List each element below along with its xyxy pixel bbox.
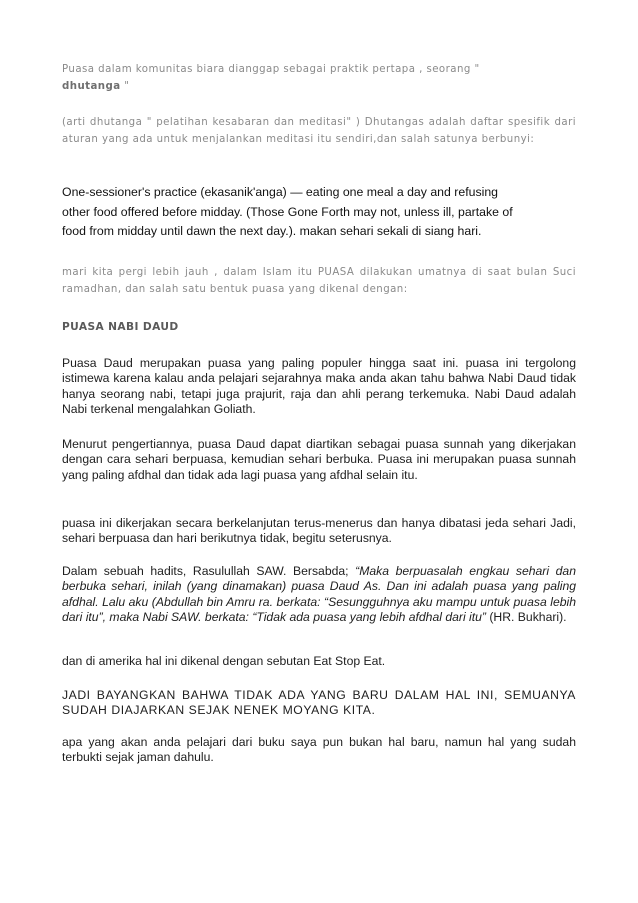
paragraph-uppercase: JADI BAYANGKAN BAHWA TIDAK ADA YANG BARU DALAM HAL INI, SEMUANYA SUDAH DIAJARKAN SEJAK NENEK MOYANG KITA.: [62, 688, 576, 718]
quote-line-1: One-sessioner's practice (ekasanik'anga) — eating one meal a day and refusing: [62, 185, 499, 199]
transition-paragraph: mari kita pergi lebih jauh , dalam Islam itu PUASA dilakukan umatnya di saat bulan Suci ramadhan, dan salah satu bentuk puasa yang dikenal dengan:: [62, 267, 576, 295]
intro-text: Puasa dalam komunitas biara dianggap sebagai praktik pertapa , seorang ": [62, 64, 480, 75]
paragraph-eat-stop-eat: dan di amerika hal ini dikenal dengan sebutan Eat Stop Eat.: [62, 654, 386, 668]
hadits-lead: Dalam sebuah hadits, Rasulullah SAW. Bersabda;: [62, 564, 356, 578]
hadits-quote: “Maka berpuasalah engkau sehari dan berbuka sehari, inilah (yang dinamakan) puasa Daud As. Dan ini adalah puasa yang paling afdhal. Lalu aku (Abdullah bin Amru ra. berkata: “Sesungguhnya aku mampu untuk puasa lebih dari itu”, maka Nabi SAW. berkata: “Tidak ada puasa yang lebih afdhal dari itu”: [62, 564, 576, 624]
paragraph-pengertian: Menurut pengertiannya, puasa Daud dapat diartikan sebagai puasa sunnah yang dikerjakan dengan cara sehari berpuasa, kemudian sehari berbuka. Puasa ini merupakan puasa sunnah yang paling afdhal dan tidak ada lagi puasa yang afdhal selain itu.: [62, 437, 576, 482]
paragraph-puasa-daud: Puasa Daud merupakan puasa yang paling populer hingga saat ini. puasa ini tergolong istimewa karena kalau anda pelajari sejarahnya maka anda akan tahu bahwa Nabi Daud tidak hanya seorang nabi, tetapi juga prajurit, raja dan ahli perang terkemuka. Nabi Daud adalah Nabi terkenal mengalahkan Goliath.: [62, 356, 576, 416]
quote-line-3: food from midday until dawn the next day.). makan sehari sekali di siang hari.: [62, 224, 482, 238]
paragraph-closing: apa yang akan anda pelajari dari buku saya pun bukan hal baru, namun hal yang sudah terbukti sejak jaman dahulu.: [62, 735, 576, 765]
definition-paragraph: (arti dhutanga " pelatihan kesabaran dan meditasi" ) Dhutangas adalah daftar spesifik dari aturan yang ada untuk menjalankan meditasi itu sendiri,dan salah satunya berbunyi:: [62, 117, 576, 145]
hadits-source: (HR. Bukhari).: [485, 609, 567, 624]
paragraph-berkelanjutan: puasa ini dikerjakan secara berkelanjutan terus-menerus dan hanya dibatasi jeda sehari Jadi, sehari berpuasa dan hari berikutnya tidak, begitu seterusnya.: [62, 516, 576, 546]
intro-paragraph: [62, 61, 576, 95]
quote-line-2: other food offered before midday. (Those Gone Forth may not, unless ill, partake of: [62, 204, 513, 219]
paragraph-hadits: [62, 564, 576, 625]
quote-block: [62, 183, 576, 242]
dhutanga-term: dhutanga: [62, 81, 121, 92]
intro-quote-close: ": [120, 81, 130, 92]
section-heading: PUASA NABI DAUD: [62, 321, 179, 333]
